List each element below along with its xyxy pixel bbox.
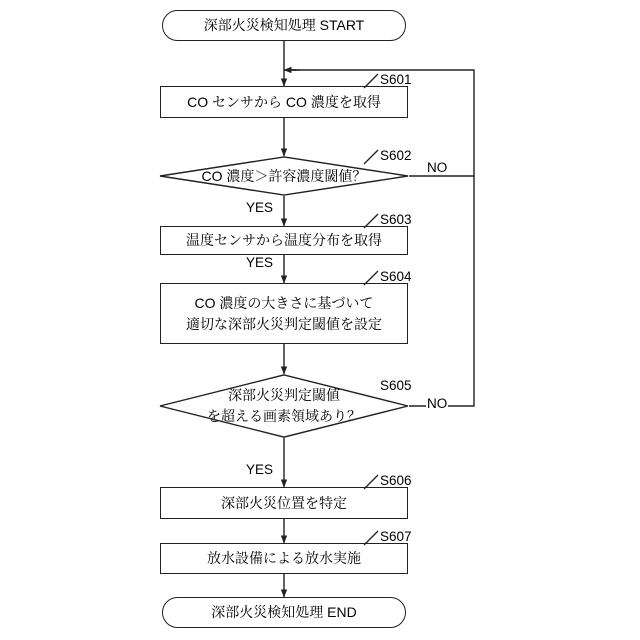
node-start-label: 深部火災検知処理 START	[203, 17, 365, 34]
node-s607	[160, 543, 408, 574]
tag-s602: S602	[380, 148, 412, 163]
tag-s606: S606	[380, 473, 412, 488]
node-s602-label: CO 濃度＞許容濃度閾値？	[201, 167, 367, 184]
node-s606-label: 深部火災位置を特定	[221, 494, 347, 511]
tag-s603: S603	[380, 212, 412, 227]
tag-s604: S604	[380, 269, 412, 284]
node-s603-label: 温度センサから温度分布を取得	[186, 232, 382, 249]
node-s605-label-line2: を超える画素領域あり？	[207, 408, 361, 424]
node-s604-label-line2: 適切な深部火災判定閾値を設定	[186, 315, 382, 332]
edge-label-s602-no: NO	[427, 160, 448, 175]
node-s601	[160, 86, 408, 118]
edge-label-s603-yes: YES	[246, 255, 274, 270]
edge-label-s605-no: NO	[427, 396, 448, 411]
tag-s605: S605	[380, 378, 412, 393]
edge-label-s602-yes: YES	[246, 200, 274, 215]
node-end	[162, 597, 406, 628]
node-s607-label: 放水設備による放水実施	[207, 550, 361, 567]
tag-s601: S601	[380, 72, 412, 87]
node-s606	[160, 487, 408, 519]
node-end-label: 深部火災検知処理 END	[211, 604, 357, 621]
node-s605-shape	[159, 374, 409, 438]
node-s605-label-line1: 深部火災判定閾値	[228, 387, 340, 403]
tag-s607: S607	[380, 529, 412, 544]
node-s602	[159, 156, 409, 196]
node-s603	[160, 226, 408, 255]
node-start	[162, 10, 406, 41]
edge-label-s605-yes: YES	[246, 462, 274, 477]
node-s602-shape	[159, 156, 409, 196]
node-s604-label-line1: CO 濃度の大きさに基づいて	[194, 295, 374, 312]
node-s604	[160, 283, 408, 344]
node-s605	[159, 374, 409, 438]
node-s601-label: CO センサから CO 濃度を取得	[187, 93, 381, 110]
